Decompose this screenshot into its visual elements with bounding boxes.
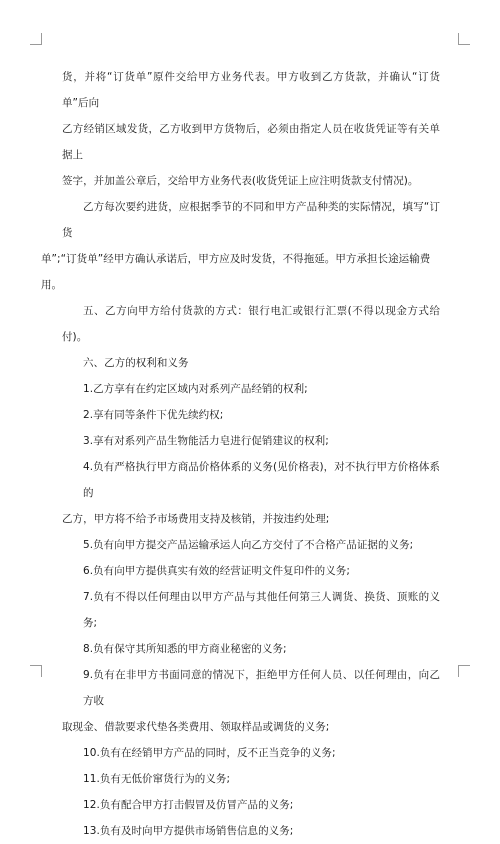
paragraph-delivery-procedure [62, 64, 440, 194]
list-item-5 [62, 532, 440, 558]
text-line: 用。 [41, 279, 63, 291]
list-item-8 [62, 636, 440, 662]
text-line: 五、乙方向甲方给付货款的方式：银行电汇或银行汇票(不得以现金方式给付)。 [62, 305, 440, 343]
section-five-payment-method [62, 298, 440, 350]
list-item-1 [62, 376, 440, 402]
crop-mark-bottom-right [458, 665, 470, 677]
text-line: 10.负有在经销甲方产品的同时，反不正当竞争的义务; [83, 747, 336, 759]
text-line: 5.负有向甲方提交产品运输承运人向乙方交付了不合格产品证据的义务; [83, 539, 414, 551]
crop-mark-top-left [30, 33, 42, 45]
text-line: 六、乙方的权利和义务 [83, 357, 189, 369]
text-line: 6.负有向甲方提供真实有效的经营证明文件复印件的义务; [83, 565, 350, 577]
crop-mark-bottom-left [30, 665, 42, 677]
section-six-heading [62, 350, 440, 376]
list-item-11 [62, 766, 440, 792]
list-item-4 [62, 454, 440, 532]
text-line: 13.负有及时向甲方提供市场销售信息的义务; [83, 825, 294, 837]
text-line: 乙方经销区域发货，乙方收到甲方货物后，必须由指定人员在收货凭证等有关单据上 [62, 123, 440, 161]
text-line: 单”;“订货单”经甲方确认承诺后，甲方应及时发货，不得拖延。甲方承担长途运输费 [41, 253, 431, 265]
list-item-7 [62, 584, 440, 636]
text-line: 8.负有保守其所知悉的甲方商业秘密的义务; [83, 643, 287, 655]
text-line: 取现金、借款要求代垫各类费用、领取样品或调货的义务; [62, 721, 330, 733]
text-line: 签字，并加盖公章后，交给甲方业务代表(收货凭证上应注明货款支付情况)。 [62, 175, 419, 187]
text-line: 乙方，甲方将不给予市场费用支持及核销，并按违约处理; [62, 513, 330, 525]
text-line: 12.负有配合甲方打击假冒及仿冒产品的义务; [83, 799, 294, 811]
list-item-9 [62, 662, 440, 740]
paragraph-order-request [41, 194, 440, 298]
text-line: 1.乙方享有在约定区域内对系列产品经销的权利; [83, 383, 308, 395]
crop-mark-top-right [458, 33, 470, 45]
text-line: 7.负有不得以任何理由以甲方产品与其他任何第三人调货、换货、顶账的义务; [83, 591, 440, 629]
list-item-13 [62, 818, 440, 844]
document-body [41, 64, 440, 844]
list-item-12 [62, 792, 440, 818]
list-item-2 [62, 402, 440, 428]
text-line: 货，并将“订货单”原件交给甲方业务代表。甲方收到乙方货款，并确认“订货单”后向 [62, 71, 440, 109]
text-line: 2.享有同等条件下优先续约权; [83, 409, 224, 421]
text-line: 9.负有在非甲方书面同意的情况下，拒绝甲方任何人员、以任何理由，向乙方收 [83, 669, 440, 707]
list-item-3 [62, 428, 440, 454]
text-line: 乙方每次要约进货，应根据季节的不同和甲方产品种类的实际情况，填写“订货 [62, 201, 440, 239]
list-item-10 [62, 740, 440, 766]
text-line: 4.负有严格执行甲方商品价格体系的义务(见价格表)，对不执行甲方价格体系的 [83, 461, 440, 499]
text-line: 3.享有对系列产品生物能活力皂进行促销建议的权利; [83, 435, 329, 447]
text-line: 11.负有无低价窜货行为的义务; [83, 773, 231, 785]
list-item-6 [62, 558, 440, 584]
